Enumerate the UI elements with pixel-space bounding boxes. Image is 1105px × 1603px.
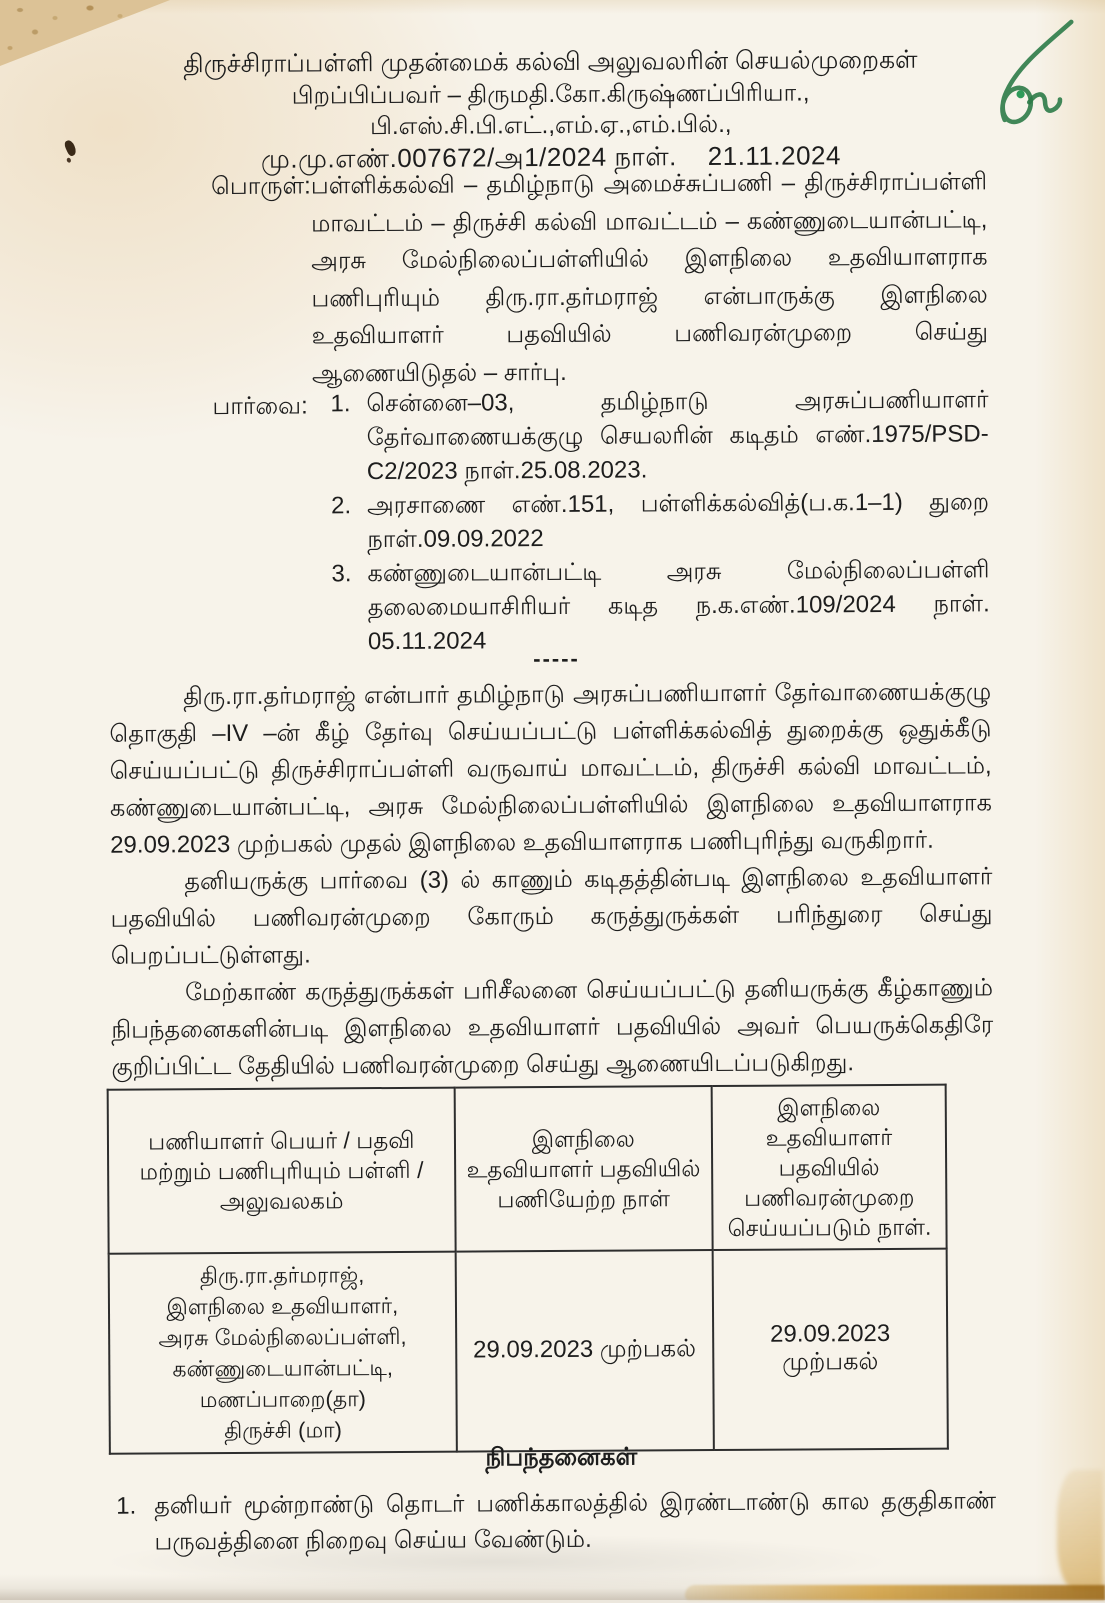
table-header-joining-date: இளநிலை உதவியாளர் பதவியில் பணியேற்ற நாள்: [454, 1086, 712, 1252]
employee-place: கண்ணுடையான்பட்டி,: [172, 1355, 393, 1382]
reference-list: [308, 383, 990, 659]
issuing-officer-name: பிறப்பிப்பவர் – திருமதி.கோ.கிருஷ்ணப்பிரியா., பி.எஸ்.சி.பி.எட்.,எம்.ஏ.,எம்.பில்.,: [291, 79, 810, 141]
employee-designation: இளநிலை உதவியாளர்,: [166, 1292, 399, 1320]
reference-item-text: அரசாணை எண்.151, பள்ளிக்கல்வித்(ப.க.1–1) துறை நாள்.09.09.2022: [367, 488, 990, 554]
reference-item-number: 3.: [331, 560, 352, 588]
employee-details-cell: [109, 1252, 457, 1454]
reference-item-text: கண்ணுடையான்பட்டி அரசு மேல்நிலைப்பள்ளி தலைமையாசிரியர் கடித ந.க.எண்.109/2024 நாள். 05.11.2024: [367, 556, 990, 656]
condition-text: தனியர் மூன்றாண்டு தொடர் பணிக்காலத்தில் இரண்டாண்டு கால தகுதிகாண் பருவத்தினை நிறைவு செய்ய வேண்டும்.: [154, 1487, 997, 1556]
regularisation-date-cell: 29.09.2023 முற்பகல்: [713, 1249, 948, 1450]
document-header: [150, 44, 951, 176]
employee-district: திருச்சி (மா): [224, 1417, 343, 1444]
employee-name: திரு.ரா.தர்மராஜ்,: [199, 1262, 365, 1289]
table-header-row: [108, 1085, 947, 1254]
order-body: [109, 673, 993, 1085]
subject-text: பள்ளிக்கல்வி – தமிழ்நாடு அமைச்சுப்பணி – திருச்சிராப்பள்ளி மாவட்டம் – திருச்சி கல்வி மாவட்டம் – கண்ணுடையான்பட்டி, அரசு மேல்நிலைப்பள்ளியில் இளநிலை உதவியாளராக பணிபுரியும் திரு.ரா.தர்மராஜ் என்பாருக்கு இளநிலை உதவியாளர் பதவியில் பணிவரன்முறை செய்து ஆணையிடுதல் – சார்பு.: [310, 168, 989, 387]
subject-label: பொருள்:: [211, 172, 311, 201]
table-row: [109, 1249, 948, 1454]
section-separator-dashes: -----: [533, 645, 580, 672]
proceedings-number-and-date: மு.மு.எண்.007672/அ1/2024 நாள். 21.11.2024: [260, 140, 842, 174]
regularisation-table: [107, 1084, 949, 1455]
employee-details: [120, 1259, 446, 1447]
reference-label: பார்வை:: [212, 392, 308, 421]
table-header-employee: பணியாளர் பெயர் / பதவி மற்றும் பணிபுரியும் பள்ளி / அலுவலகம்: [108, 1088, 456, 1254]
body-paragraph: திரு.ரா.தர்மராஜ் என்பார் தமிழ்நாடு அரசுப்பணியாளர் தேர்வாணையக்குழு தொகுதி –IV –ன் கீழ் தேர்வு செய்யப்பட்டு பள்ளிக்கல்வித் துறைக்கு ஒதுக்கீடு செய்யப்பட்டு திருச்சிராப்பள்ளி வருவாய் மாவட்டம், திருச்சி கல்வி மாவட்டம், கண்ணுடையான்பட்டி, அரசு மேல்நிலைப்பள்ளியில் இளநிலை உதவியாளராக 29.09.2023 முற்பகல் முதல் இளநிலை உதவியாளராக பணிபுரிந்து வருகிறார்.: [109, 678, 992, 859]
employee-taluk: மணப்பாறை(தா): [199, 1386, 367, 1413]
body-paragraph: மேற்காண் கருத்துருக்கள் பரிசீலனை செய்யப்பட்டு தனியருக்கு கீழ்காணும் நிபந்தனைகளின்படி இளநிலை உதவியாளர் பதவியில் அவர் பெயருக்கெதிரே குறிப்பிட்ட தேதியில் பணிவரன்முறை செய்து ஆணையிடப்படுகிறது.: [111, 974, 994, 1081]
reference-item-number: 2.: [331, 492, 352, 520]
reference-item-number: 1.: [330, 390, 351, 418]
employee-school: அரசு மேல்நிலைப்பள்ளி,: [158, 1323, 407, 1351]
scan-stain-edge: [1057, 1470, 1103, 1590]
reference-item: [330, 383, 989, 489]
condition-number: 1.: [116, 1492, 137, 1520]
condition-item: [116, 1483, 996, 1560]
reference-item-text: சென்னை–03, தமிழ்நாடு அரசுப்பணியாளர் தேர்வாணையக்குழு செயலரின் கடிதம் எண்.1975/PSD-C2/2023 நாள்.25.08.2023.: [366, 386, 989, 486]
scan-stain-bottom: [685, 1585, 1105, 1600]
subject-section: [211, 163, 988, 393]
conditions-heading: நிபந்தனைகள்: [485, 1443, 638, 1472]
reference-section: [212, 383, 990, 660]
joining-date-cell: 29.09.2023 முற்பகல்: [455, 1250, 714, 1452]
issuing-office-title: திருச்சிராப்பள்ளி முதன்மைக் கல்வி அலுவலரின் செயல்முறைகள்: [183, 45, 918, 79]
body-paragraph: தனியருக்கு பார்வை (3) ல் காணும் கடிதத்தின்படி இளநிலை உதவியாளர் பதவியில் பணிவரன்முறை கோரும் கருத்துருக்கள் பரிந்துரை செய்து பெறப்பட்டுள்ளது.: [110, 863, 993, 970]
reference-item: [331, 485, 989, 557]
table-header-regularisation-date: இளநிலை உதவியாளர் பதவியில் பணிவரன்முறை செய்யப்படும் நாள்.: [712, 1085, 947, 1250]
